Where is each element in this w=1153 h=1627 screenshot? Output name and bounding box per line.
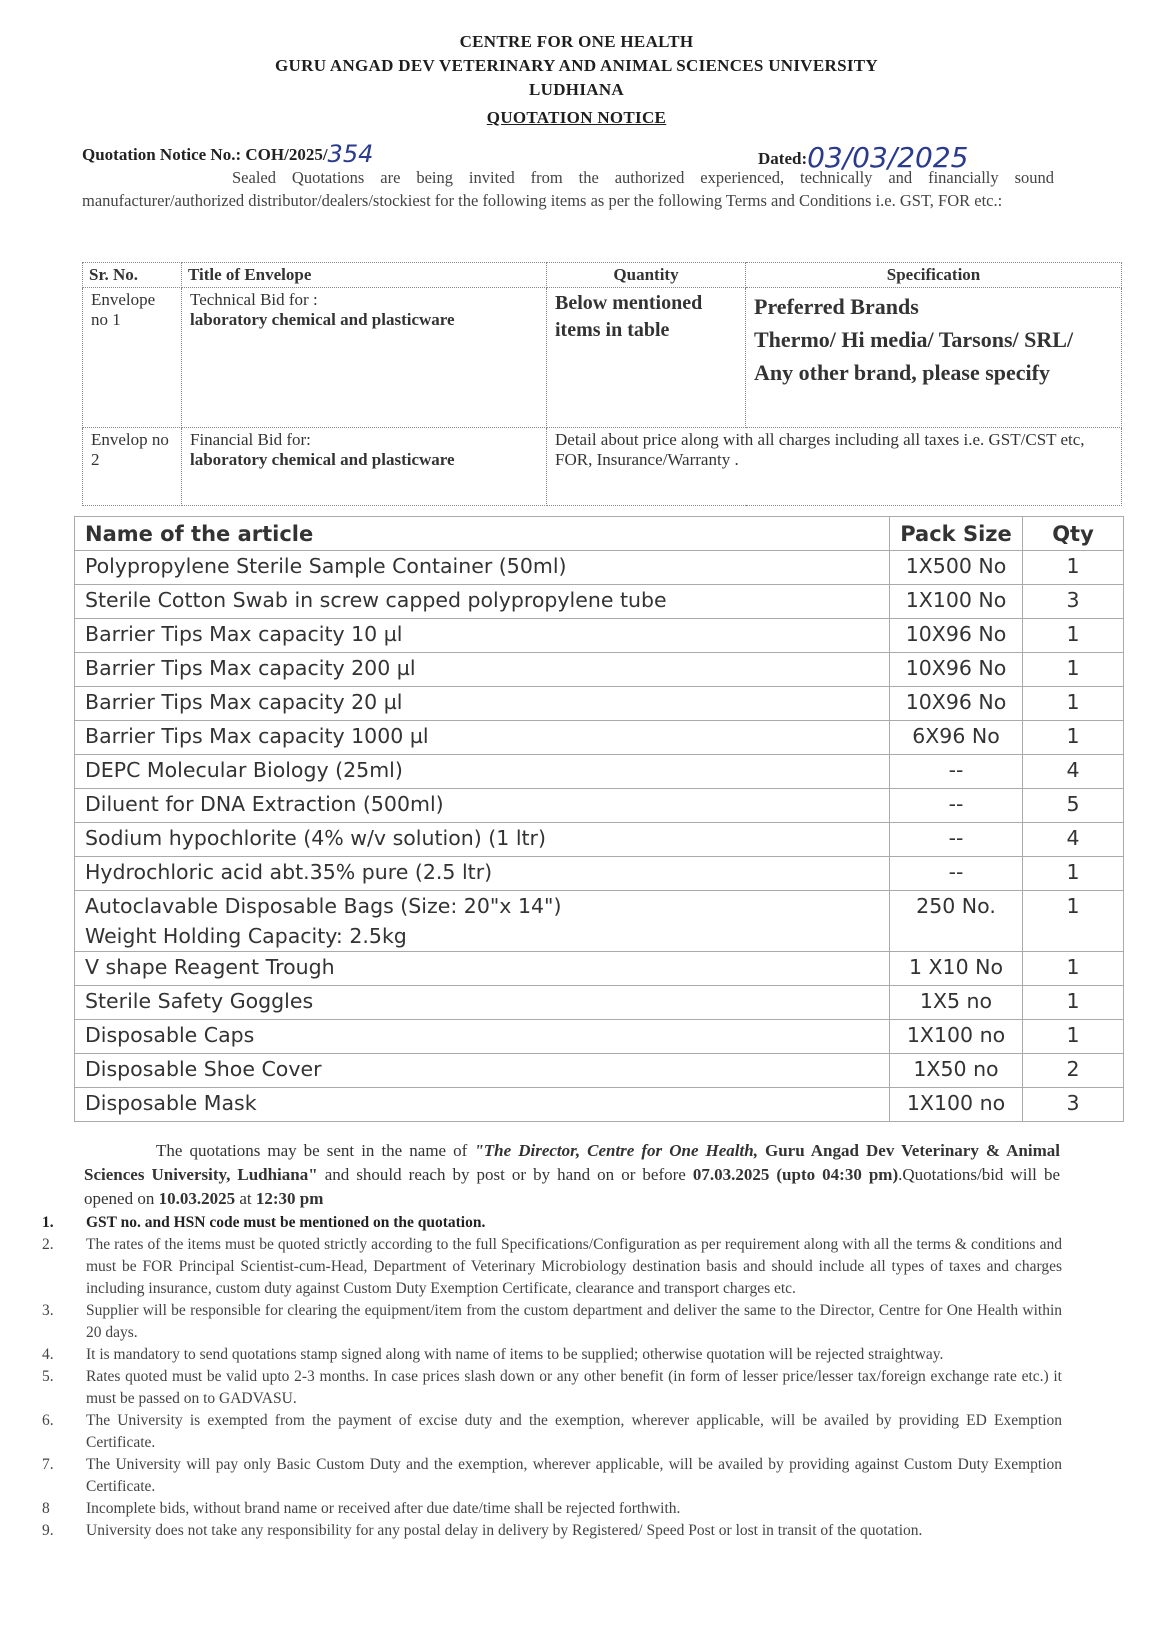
article-name: Polypropylene Sterile Sample Container (50ml) xyxy=(75,551,890,585)
list-item xyxy=(40,1410,1062,1454)
list-item xyxy=(40,1300,1062,1344)
qty: 1 xyxy=(1023,551,1124,585)
list-item xyxy=(40,1212,1062,1234)
term-text: Rates quoted must be valid upto 2-3 months. In case prices slash down or any other benefit (in form of lesser price/lesser tax/foreign exchange rate etc.) it must be passed on to GADVASU. xyxy=(86,1368,1062,1407)
closing-addressee-rest: Guru Angad Dev Veterinary & Animal Sciences University, Ludhiana" xyxy=(84,1141,1060,1184)
terms-list xyxy=(40,1212,1062,1542)
table-row xyxy=(75,619,1124,653)
institution-university: GURU ANGAD DEV VETERINARY AND ANIMAL SCIENCES UNIVERSITY xyxy=(275,56,878,75)
notice-number xyxy=(82,138,373,166)
closing-opening-date: 10.03.2025 xyxy=(158,1189,236,1208)
notice-date-label: Dated: xyxy=(758,149,808,168)
env1-title-plain: Technical Bid for : xyxy=(190,290,318,309)
table-row xyxy=(75,687,1124,721)
table-row xyxy=(75,823,1124,857)
items-table-header xyxy=(75,517,1124,551)
env1-spec-line2: Thermo/ Hi media/ Tarsons/ SRL/ Any other brand, please specify xyxy=(754,327,1074,385)
submission-paragraph xyxy=(84,1139,1060,1211)
envelope-row-2 xyxy=(83,428,1122,506)
envelope-table xyxy=(82,262,1122,506)
article-name: Disposable Caps xyxy=(75,1020,890,1054)
pack-size: -- xyxy=(890,755,1023,789)
pack-size: 1X100 no xyxy=(890,1088,1023,1122)
article-name: Barrier Tips Max capacity 10 µl xyxy=(75,619,890,653)
list-item xyxy=(40,1344,1062,1366)
env1-sr: Envelope no 1 xyxy=(83,288,182,428)
term-number: 8 xyxy=(42,1500,50,1517)
header-pack-size: Pack Size xyxy=(890,517,1023,551)
term-number: 3. xyxy=(42,1302,54,1319)
article-name: Sodium hypochlorite (4% w/v solution) (1 ltr) xyxy=(75,823,890,857)
article-name: Disposable Shoe Cover xyxy=(75,1054,890,1088)
env2-title xyxy=(182,428,547,506)
article-name: Sterile Cotton Swab in screw capped polypropylene tube xyxy=(75,585,890,619)
env1-title xyxy=(182,288,547,428)
header-article-name: Name of the article xyxy=(75,517,890,551)
list-item xyxy=(40,1498,1062,1520)
env1-spec-line1: Preferred Brands xyxy=(754,294,919,319)
table-row xyxy=(75,1054,1124,1088)
pack-size: 10X96 No xyxy=(890,687,1023,721)
term-number: 5. xyxy=(42,1368,54,1385)
env2-detail: Detail about price along with all charges including all taxes i.e. GST/CST etc, FOR, Insurance/Warranty . xyxy=(547,428,1122,506)
pack-size: 250 No. xyxy=(890,891,1023,952)
pack-size: -- xyxy=(890,857,1023,891)
term-text: The rates of the items must be quoted strictly according to the full Specifications/Configuration as per requirement along with all the terms & conditions and must be FOR Principal Scientist-cum-Head, Department of Veterinary Microbiology destination basis and should include all types of taxes and charges including insurance, custom duty against Custom Duty Exemption Certificate, clearance and transport charges etc. xyxy=(86,1236,1062,1297)
article-name: Barrier Tips Max capacity 1000 µl xyxy=(75,721,890,755)
closing-text-3: .Quotations/bid will be opened on xyxy=(84,1165,1060,1208)
term-text: Incomplete bids, without brand name or received after due date/time shall be rejected forthwith. xyxy=(86,1500,681,1517)
qty: 4 xyxy=(1023,823,1124,857)
term-text: The University is exempted from the payment of excise duty and the exemption, wherever applicable, will be availed by providing ED Exemption Certificate. xyxy=(86,1412,1062,1451)
term-number: 7. xyxy=(42,1456,54,1473)
table-row xyxy=(75,585,1124,619)
page-title: QUOTATION NOTICE xyxy=(486,108,667,127)
pack-size: 10X96 No xyxy=(890,653,1023,687)
term-text: It is mandatory to send quotations stamp signed along with name of items to be supplied; otherwise quotation will be rejected straightway. xyxy=(86,1346,944,1363)
table-row xyxy=(75,755,1124,789)
qty: 5 xyxy=(1023,789,1124,823)
envelope-table-header xyxy=(83,263,1122,288)
qty: 1 xyxy=(1023,721,1124,755)
env2-title-bold: laboratory chemical and plasticware xyxy=(190,450,455,469)
qty: 1 xyxy=(1023,857,1124,891)
pack-size: 10X96 No xyxy=(890,619,1023,653)
article-name: Diluent for DNA Extraction (500ml) xyxy=(75,789,890,823)
article-name-line2: Weight Holding Capacity: 2.5kg xyxy=(85,924,407,948)
closing-text-2: and should reach by post or by hand on or before xyxy=(317,1165,693,1184)
qty: 1 xyxy=(1023,952,1124,986)
table-row xyxy=(75,857,1124,891)
article-name: Sterile Safety Goggles xyxy=(75,986,890,1020)
table-row xyxy=(75,551,1124,585)
items-table xyxy=(74,516,1124,1122)
pack-size: 1X100 No xyxy=(890,585,1023,619)
table-row xyxy=(75,891,1124,952)
closing-text-4: at xyxy=(235,1189,256,1208)
closing-addressee-italic: "The Director, Centre for One Health, xyxy=(474,1141,758,1160)
env1-quantity: Below mentioned items in table xyxy=(547,288,746,428)
table-row xyxy=(75,952,1124,986)
pack-size: 1 X10 No xyxy=(890,952,1023,986)
pack-size: -- xyxy=(890,789,1023,823)
article-name: Hydrochloric acid abt.35% pure (2.5 ltr) xyxy=(75,857,890,891)
term-number: 1. xyxy=(42,1214,54,1231)
notice-number-handwritten: 354 xyxy=(327,140,374,168)
qty: 4 xyxy=(1023,755,1124,789)
article-name: Barrier Tips Max capacity 200 µl xyxy=(75,653,890,687)
pack-size: -- xyxy=(890,823,1023,857)
pack-size: 6X96 No xyxy=(890,721,1023,755)
qty: 1 xyxy=(1023,653,1124,687)
header-sr-no: Sr. No. xyxy=(83,263,182,288)
article-name: V shape Reagent Trough xyxy=(75,952,890,986)
article-name: DEPC Molecular Biology (25ml) xyxy=(75,755,890,789)
pack-size: 1X50 no xyxy=(890,1054,1023,1088)
article-name: Barrier Tips Max capacity 20 µl xyxy=(75,687,890,721)
term-number: 4. xyxy=(42,1346,54,1363)
envelope-row-1 xyxy=(83,288,1122,428)
article-name: Disposable Mask xyxy=(75,1088,890,1122)
env2-title-plain: Financial Bid for: xyxy=(190,430,311,449)
header-quantity: Quantity xyxy=(547,263,746,288)
table-row xyxy=(75,721,1124,755)
term-text: Supplier will be responsible for clearing the equipment/item from the custom department and deliver the same to the Director, Centre for One Health within 20 days. xyxy=(86,1302,1062,1341)
env1-specification xyxy=(746,288,1122,428)
qty: 1 xyxy=(1023,687,1124,721)
term-text: University does not take any responsibility for any postal delay in delivery by Registered/ Speed Post or lost in transit of the quotation. xyxy=(86,1522,923,1539)
table-row xyxy=(75,1020,1124,1054)
env1-title-bold: laboratory chemical and plasticware xyxy=(190,310,455,329)
qty: 2 xyxy=(1023,1054,1124,1088)
table-row xyxy=(75,789,1124,823)
table-row xyxy=(75,653,1124,687)
qty: 1 xyxy=(1023,986,1124,1020)
article-name-line1: Autoclavable Disposable Bags (Size: 20"x 14") xyxy=(85,894,562,918)
qty: 3 xyxy=(1023,1088,1124,1122)
term-number: 9. xyxy=(42,1522,54,1539)
qty: 1 xyxy=(1023,891,1124,952)
closing-opening-time: 12:30 pm xyxy=(255,1189,324,1208)
qty: 1 xyxy=(1023,1020,1124,1054)
qty: 1 xyxy=(1023,619,1124,653)
term-text: The University will pay only Basic Custom Duty and the exemption, wherever applicable, will be availed by providing against Custom Duty Exemption Certificate. xyxy=(86,1456,1062,1495)
header-qty: Qty xyxy=(1023,517,1124,551)
term-number: 2. xyxy=(42,1236,54,1253)
qty: 3 xyxy=(1023,585,1124,619)
header-title: Title of Envelope xyxy=(182,263,547,288)
term-number: 6. xyxy=(42,1412,54,1429)
institution-city: LUDHIANA xyxy=(529,80,624,99)
list-item xyxy=(40,1234,1062,1300)
article-name xyxy=(75,891,890,952)
table-row xyxy=(75,1088,1124,1122)
closing-text-1: The quotations may be sent in the name of xyxy=(156,1141,475,1160)
pack-size: 1X500 No xyxy=(890,551,1023,585)
intro-paragraph: Sealed Quotations are being invited from the authorized experienced, technically and financially sound manufacturer/authorized distributor/dealers/stockiest for the following items as per the following Terms and Conditions i.e. GST, FOR etc.: xyxy=(82,168,1054,210)
term-text: GST no. and HSN code must be mentioned on the quotation. xyxy=(86,1214,486,1231)
header-specification: Specification xyxy=(746,263,1122,288)
notice-number-label: Quotation Notice No.: COH/2025/ xyxy=(82,145,328,164)
closing-deadline: 07.03.2025 (upto 04:30 pm) xyxy=(692,1165,899,1184)
list-item xyxy=(40,1366,1062,1410)
list-item xyxy=(40,1520,1062,1542)
env2-sr: Envelop no 2 xyxy=(83,428,182,506)
notice-date-handwritten: 03/03/2025 xyxy=(807,141,969,174)
table-row xyxy=(75,986,1124,1020)
list-item xyxy=(40,1454,1062,1498)
institution-centre: CENTRE FOR ONE HEALTH xyxy=(459,32,694,51)
pack-size: 1X5 no xyxy=(890,986,1023,1020)
pack-size: 1X100 no xyxy=(890,1020,1023,1054)
